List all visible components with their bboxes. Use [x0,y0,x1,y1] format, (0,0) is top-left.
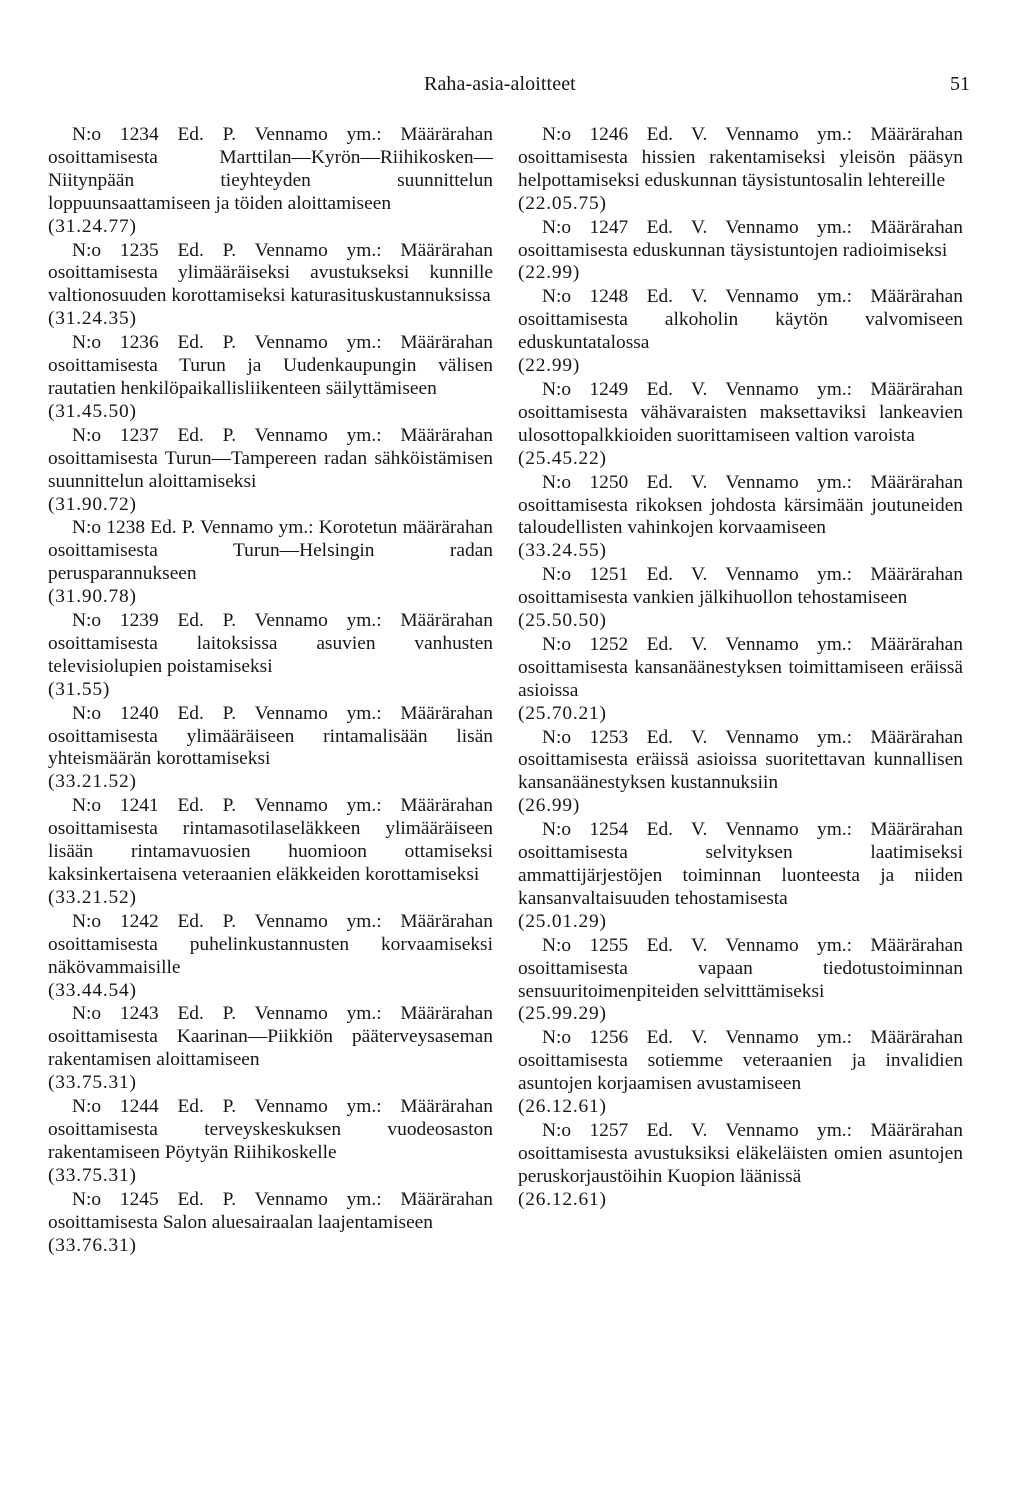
motion-text: N:o 1236 Ed. P. Vennamo ym.: Määrärahan osoittamisesta Turun ja Uudenkaupungin välisen rautatien henkilöpaikallisliikenteen säilyttämiseen [48,332,493,399]
motion-text: N:o 1253 Ed. V. Vennamo ym.: Määrärahan osoittamisesta eräissä asioissa suoritettavan kunnallisen kansanäänestyksen kustannuksiin [518,726,963,794]
budget-code: (22.99) [518,355,581,377]
page-number: 51 [950,73,970,95]
budget-code: (31.90.72) [48,493,137,515]
motion-entry [48,610,493,702]
motion-text: N:o 1257 Ed. V. Vennamo ym.: Määrärahan osoittamisesta avustuksiksi eläkeläisten omien asuntojen peruskorjaustöihin Kuopion läänissä [518,1119,963,1187]
motion-text: N:o 1234 Ed. P. Vennamo ym.: Määrärahan osoittamisesta Marttilan—Kyrön—Riihikosken—Niitynpään tieyhteyden suunnittelun loppuunsaattamiseen ja töiden aloittamiseen [48,124,493,214]
motion-entry [48,332,493,424]
motion-text: N:o 1249 Ed. V. Vennamo ym.: Määrärahan osoittamisesta vähävaraisten maksettaviksi lankeavien ulosottopalkkioiden suorittamiseen valtion varoista [518,378,963,446]
motion-text: N:o 1246 Ed. V. Vennamo ym.: Määrärahan osoittamisesta hissien rakentamiseksi yleisön pääsyn helpottamiseksi eduskunnan täysistuntosalin lehtereille [518,124,963,191]
budget-code: (33.21.52) [48,771,137,793]
motion-text: N:o 1243 Ed. P. Vennamo ym.: Määrärahan osoittamisesta Kaarinan—Piikkiön pääterveysaseman rakentamisen aloittamiseen [48,1003,493,1071]
budget-code: (31.55) [48,678,111,700]
motion-entry [518,1027,963,1119]
left-column [48,124,493,1258]
budget-code: (31.45.50) [48,400,137,422]
budget-code: (33.75.31) [48,1072,137,1094]
motion-entry [518,935,963,1027]
motion-entry [48,240,493,332]
motion-text: N:o 1245 Ed. P. Vennamo ym.: Määrärahan osoittamisesta Salon aluesairaalan laajentamiseen [48,1188,493,1233]
budget-code: (22.99) [518,262,581,284]
motion-entry [518,217,963,286]
budget-code: (31.90.78) [48,586,137,608]
motion-entry [518,727,963,819]
motion-entry [518,286,963,378]
motion-text: N:o 1242 Ed. P. Vennamo ym.: Määrärahan osoittamisesta puhelinkustannusten korvaamiseksi näkövammaisille [48,910,493,978]
budget-code: (22.05.75) [518,192,607,214]
budget-code: (25.99.29) [518,1003,607,1025]
motion-text: N:o 1239 Ed. P. Vennamo ym.: Määrärahan osoittamisesta laitoksissa asuvien vanhusten televisiolupien poistamiseksi [48,610,493,677]
motion-entry [48,425,493,517]
running-head: Raha-asia-aloitteet [424,73,576,95]
budget-code: (26.12.61) [518,1188,607,1210]
motion-text: N:o 1250 Ed. V. Vennamo ym.: Määrärahan osoittamisesta rikoksen johdosta kärsimään joutuneiden taloudellisten vahinkojen korvaamiseen [518,471,963,539]
budget-code: (31.24.77) [48,215,137,237]
motion-text: N:o 1247 Ed. V. Vennamo ym.: Määrärahan osoittamisesta eduskunnan täysistuntojen radioimiseksi [518,216,963,261]
motion-text: N:o 1252 Ed. V. Vennamo ym.: Määrärahan osoittamisesta kansanäänestyksen toimittamiseen eräissä asioissa [518,633,963,701]
motion-entry [518,472,963,564]
motion-text: N:o 1251 Ed. V. Vennamo ym.: Määrärahan osoittamisesta vankien jälkihuollon tehostamiseen [518,564,963,609]
motion-entry [48,124,493,239]
motion-text: N:o 1237 Ed. P. Vennamo ym.: Määrärahan osoittamisesta Turun—Tampereen radan sähköistämisen suunnittelun aloittamiseksi [48,424,493,492]
budget-code: (33.75.31) [48,1164,137,1186]
budget-code: (26.99) [518,795,581,817]
motion-text: N:o 1256 Ed. V. Vennamo ym.: Määrärahan osoittamisesta sotiemme veteraanien ja invalidien asuntojen korjaamisen avustamiseen [518,1027,963,1095]
motion-entry [48,1003,493,1095]
budget-code: (33.21.52) [48,886,137,908]
budget-code: (25.70.21) [518,702,607,724]
motion-entry [48,703,493,795]
motion-entry [518,819,963,934]
budget-code: (31.24.35) [48,308,137,330]
right-column [518,124,963,1213]
motion-text: N:o 1240 Ed. P. Vennamo ym.: Määrärahan osoittamisesta ylimääräiseen rintamalisään lisän yhteismäärän korottamiseksi [48,702,493,770]
budget-code: (33.44.54) [48,979,137,1001]
motion-text: N:o 1235 Ed. P. Vennamo ym.: Määrärahan osoittamisesta ylimääräiseksi avustukseksi kunnille valtionosuuden korottamiseksi katurasituskustannuksissa [48,239,493,307]
budget-code: (25.01.29) [518,910,607,932]
motion-text: N:o 1238 Ed. P. Vennamo ym.: Korotetun määrärahan osoittamisesta Turun—Helsingin radan perusparannukseen [48,517,493,585]
motion-entry [518,1120,963,1212]
motion-entry [48,1096,493,1188]
budget-code: (33.76.31) [48,1234,137,1256]
motion-entry [518,564,963,633]
budget-code: (26.12.61) [518,1096,607,1118]
motion-entry [48,1189,493,1258]
budget-code: (33.24.55) [518,540,607,562]
motion-entry [48,911,493,1003]
budget-code: (25.45.22) [518,447,607,469]
motion-text: N:o 1254 Ed. V. Vennamo ym.: Määrärahan osoittamisesta selvityksen laatimiseksi ammattijärjestöjen toiminnan luonteesta ja niiden kansanvaltaisuuden tehostamisesta [518,819,963,909]
motion-text: N:o 1241 Ed. P. Vennamo ym.: Määrärahan osoittamisesta rintamasotilaseläkkeen ylimääräiseen lisään rintamavuosien huomioon ottamiseksi kaksinkertaisena veteraanien eläkkeiden korottamiseksi [48,795,493,885]
motion-entry [48,517,493,609]
motion-entry [518,124,963,216]
motion-entry [518,379,963,471]
motion-entry [518,634,963,726]
motion-text: N:o 1248 Ed. V. Vennamo ym.: Määrärahan osoittamisesta alkoholin käytön valvomiseen eduskuntatalossa [518,286,963,354]
motion-entry [48,795,493,910]
motion-text: N:o 1255 Ed. V. Vennamo ym.: Määrärahan osoittamisesta vapaan tiedotustoiminnan sensuuritoimenpiteiden selvitttämiseksi [518,934,963,1002]
budget-code: (25.50.50) [518,610,607,632]
motion-text: N:o 1244 Ed. P. Vennamo ym.: Määrärahan osoittamisesta terveyskeskuksen vuodeosaston rakentamiseen Pöytyän Riihikoskelle [48,1096,493,1163]
